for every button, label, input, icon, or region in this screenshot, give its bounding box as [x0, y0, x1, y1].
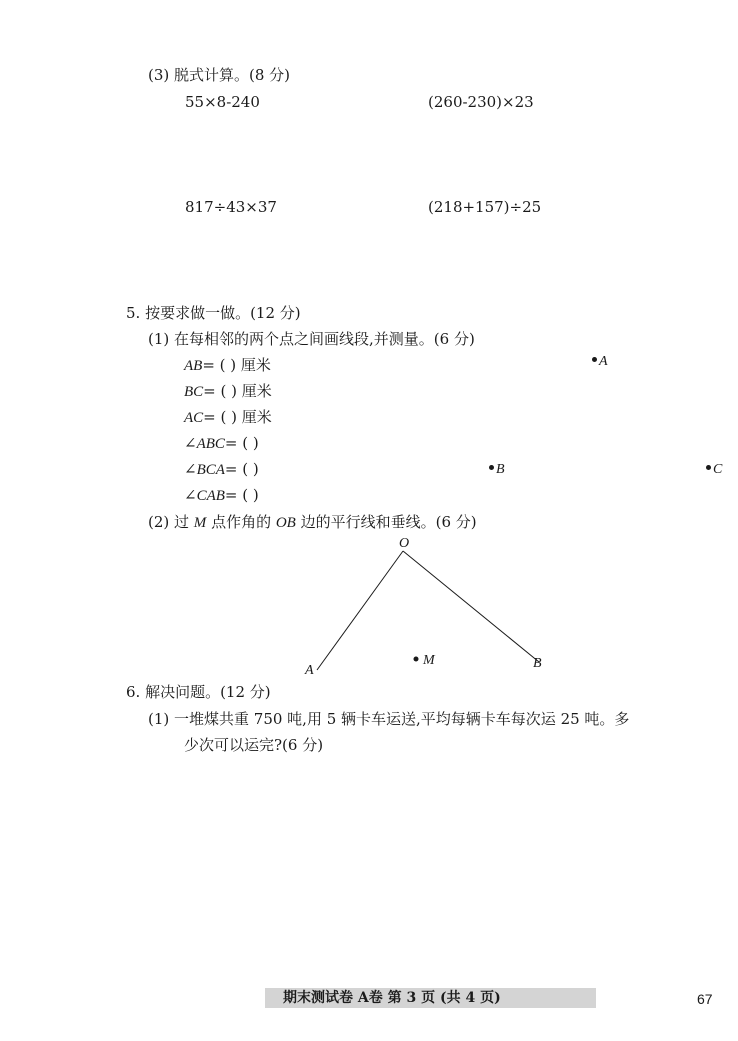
q52-mid: 点作角的 — [206, 513, 276, 531]
row-blank: = ( ) 厘米 — [203, 382, 272, 400]
question-6-1-line2: 少次可以运完?(6 分) — [184, 736, 324, 754]
point-a-label: A — [599, 354, 608, 369]
row-blank: = ( ) 厘米 — [202, 356, 271, 374]
footer-title: 期末测试卷 A卷 第 3 页 (共 4 页) — [283, 990, 501, 1006]
point-b-ray-label: B — [533, 656, 542, 671]
section-3-heading: (3) 脱式计算。(8 分) — [148, 66, 291, 84]
point-a-ray-label: A — [305, 663, 314, 678]
question-5-1-heading: (1) 在每相邻的两个点之间画线段,并测量。(6 分) — [148, 330, 475, 348]
row-blank: = ( ) — [224, 460, 259, 478]
row-label: ∠BCA — [184, 462, 225, 478]
expression-2: (260-230)×23 — [428, 93, 534, 111]
page-number: 67 — [697, 991, 713, 1007]
question-6-1-line1: (1) 一堆煤共重 750 吨,用 5 辆卡车运送,平均每辆卡车每次运 25 吨。多 — [148, 710, 630, 728]
point-m-label: M — [423, 653, 435, 668]
q52-ob: OB — [275, 515, 296, 531]
point-m-dot — [414, 657, 419, 662]
q52-post: 边的平行线和垂线。(6 分) — [295, 513, 477, 531]
q52-pre: (2) 过 — [148, 513, 194, 531]
question-5-heading: 5. 按要求做一做。(12 分) — [126, 304, 301, 322]
row-blank: = ( ) — [224, 434, 259, 452]
row-label: BC — [184, 384, 204, 400]
point-c-label: C — [713, 462, 723, 477]
question-6-heading: 6. 解决问题。(12 分) — [126, 683, 271, 701]
row-blank: = ( ) — [224, 486, 259, 504]
row-label: AC — [184, 410, 204, 426]
point-b-label: B — [496, 462, 505, 477]
ray-ob — [403, 551, 539, 662]
row-label: AB — [184, 358, 203, 374]
ray-oa — [317, 551, 403, 670]
expression-4: (218+157)÷25 — [428, 198, 542, 216]
expression-1: 55×8-240 — [185, 93, 260, 111]
vertex-o-label: O — [399, 536, 410, 551]
expression-3: 817÷43×37 — [185, 198, 277, 216]
q52-m: M — [193, 515, 207, 531]
row-blank: = ( ) 厘米 — [203, 408, 272, 426]
row-label: ∠ABC — [184, 436, 225, 452]
row-label: ∠CAB — [184, 488, 225, 504]
